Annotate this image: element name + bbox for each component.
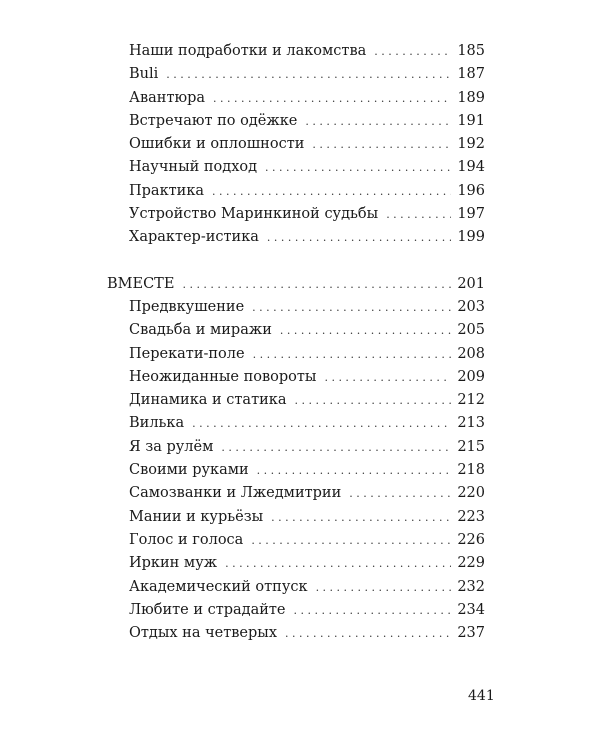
toc-entry-title: Голос и голоса xyxy=(129,531,244,548)
toc-entry-title: Встречают по одёжке xyxy=(129,112,298,129)
toc-entry-page: 220 xyxy=(457,485,485,502)
toc-entry-page: 192 xyxy=(457,136,485,153)
dot-leader xyxy=(386,203,451,226)
toc-entry-title: Перекати-поле xyxy=(129,345,245,362)
dot-leader xyxy=(265,156,451,179)
toc-entry xyxy=(107,296,485,319)
toc-entry-title: Свадьба и миражи xyxy=(129,322,272,339)
toc-entry-title: Академический отпуск xyxy=(129,578,308,595)
toc-entry-title: Характер-истика xyxy=(129,229,259,246)
toc-entry-title: Динамика и статика xyxy=(129,392,287,409)
toc-entry-page: 212 xyxy=(457,392,485,409)
dot-leader xyxy=(374,40,451,63)
toc-entry xyxy=(107,180,485,203)
toc-entry xyxy=(107,63,485,86)
toc-entry-page: 191 xyxy=(457,112,485,129)
toc-entry xyxy=(107,622,485,645)
dot-leader xyxy=(294,389,451,412)
toc-entry-page: 208 xyxy=(457,345,485,362)
toc-entry-page: 187 xyxy=(457,66,485,83)
dot-leader xyxy=(285,622,451,645)
toc-entry-page: 223 xyxy=(457,508,485,525)
page-number: 441 xyxy=(468,688,495,704)
toc-entry xyxy=(107,552,485,575)
toc-entry-title: Предвкушение xyxy=(129,298,245,315)
toc-entry-title: Наши подработки и лакомства xyxy=(129,43,367,59)
toc-entry xyxy=(107,529,485,552)
toc-entry-page: 234 xyxy=(457,601,485,618)
toc-entry xyxy=(107,436,485,459)
toc-entry-page: 196 xyxy=(457,182,485,199)
table-of-contents xyxy=(107,40,485,645)
section-spacer xyxy=(107,250,485,273)
toc-entry xyxy=(107,506,485,529)
toc-entry xyxy=(107,133,485,156)
toc-section-page: 201 xyxy=(457,275,485,292)
toc-entry-page: 203 xyxy=(457,298,485,315)
toc-entry-page: 205 xyxy=(457,322,485,339)
toc-entry xyxy=(107,110,485,133)
toc-entry-title: Своими руками xyxy=(129,462,249,479)
dot-leader xyxy=(251,529,451,552)
dot-leader xyxy=(252,296,451,319)
toc-entry xyxy=(107,389,485,412)
toc-entry-page: 209 xyxy=(457,368,485,385)
dot-leader xyxy=(213,87,451,110)
toc-entry xyxy=(107,366,485,389)
toc-entry xyxy=(107,343,485,366)
toc-entry xyxy=(107,482,485,505)
dot-leader xyxy=(267,226,451,249)
toc-entry-title: Ошибки и оплошности xyxy=(129,136,305,153)
toc-entry-title: Самозванки и Лжедмитрии xyxy=(129,485,342,502)
toc-entry-title: Научный подход xyxy=(129,159,258,176)
toc-entry-page: 237 xyxy=(457,625,485,642)
toc-entry-page: 194 xyxy=(457,159,485,176)
toc-entry xyxy=(107,599,485,622)
toc-entry-title: Устройство Маринкиной судьбы xyxy=(129,206,379,223)
toc-entry xyxy=(107,156,485,179)
dot-leader xyxy=(212,180,451,203)
dot-leader xyxy=(349,482,451,505)
dot-leader xyxy=(253,343,452,366)
toc-entry-page: 232 xyxy=(457,578,485,595)
toc-entry-page: 189 xyxy=(457,89,485,106)
toc-entry-page: 226 xyxy=(457,531,485,548)
dot-leader xyxy=(312,133,451,156)
toc-entry-title: Иркин муж xyxy=(129,555,218,572)
toc-entry xyxy=(107,87,485,110)
toc-entry-title: Авантюра xyxy=(129,89,206,106)
dot-leader xyxy=(280,319,451,342)
toc-entry-title: Я за рулём xyxy=(129,438,214,455)
toc-entry-title: Любите и страдайте xyxy=(129,601,286,618)
toc-entry-page: 218 xyxy=(457,462,485,479)
toc-entry-page: 215 xyxy=(457,438,485,455)
toc-entry xyxy=(107,459,485,482)
toc-entry-title: Вилька xyxy=(129,415,185,432)
toc-entry-title: Buli xyxy=(129,66,159,83)
toc-entry-page: 197 xyxy=(457,206,485,223)
dot-leader xyxy=(221,436,451,459)
toc-entry-page: 199 xyxy=(457,229,485,246)
toc-section-heading xyxy=(107,273,485,296)
dot-leader xyxy=(324,366,451,389)
dot-leader xyxy=(305,110,451,133)
dot-leader xyxy=(166,63,451,86)
toc-section-title: ВМЕСТЕ xyxy=(107,275,175,292)
toc-entry-page: 185 xyxy=(457,43,485,59)
dot-leader xyxy=(225,552,451,575)
dot-leader xyxy=(182,273,451,296)
toc-entry-page: 229 xyxy=(457,555,485,572)
toc-entry-title: Неожиданные повороты xyxy=(129,368,317,385)
toc-entry xyxy=(107,226,485,249)
toc-entry xyxy=(107,412,485,435)
dot-leader xyxy=(192,412,451,435)
dot-leader xyxy=(294,599,452,622)
toc-entry xyxy=(107,576,485,599)
dot-leader xyxy=(257,459,452,482)
toc-entry xyxy=(107,203,485,226)
toc-entry xyxy=(107,319,485,342)
dot-leader xyxy=(271,506,451,529)
toc-entry-title: Мании и курьёзы xyxy=(129,508,264,525)
toc-entry-title: Практика xyxy=(129,182,205,199)
dot-leader xyxy=(316,576,452,599)
toc-entry xyxy=(107,40,485,63)
toc-entry-page: 213 xyxy=(457,415,485,432)
toc-entry-title: Отдых на четверых xyxy=(129,625,278,642)
